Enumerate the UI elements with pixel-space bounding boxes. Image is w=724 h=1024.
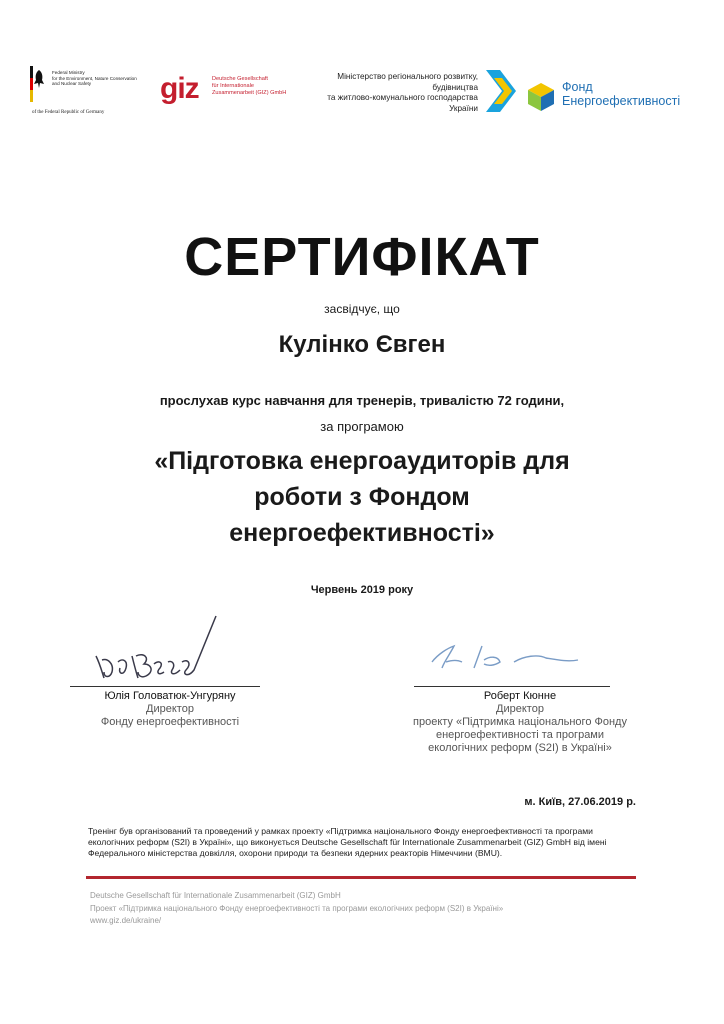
left-handwritten-signature bbox=[92, 612, 222, 691]
training-note: Тренінг був організований та проведений у рамках проекту «Підтримка національного Фонду енергоефективності та програми екологічних реформ (S2I) в Україні», що виконується Deutsche Gesellschaft für Internationale Zusammenarbeit (GIZ) GmbH від імені Федерального міністерства довкілля, охорони природи та безпеки ядерних реакторів Німеччини (BMU). bbox=[88, 826, 607, 858]
right-signatory-org: проекту «Підтримка національного Фонду енергоефективності та програми екологічних реформ (S2I) в Україні» bbox=[413, 716, 627, 754]
left-signatory-role: Директор bbox=[146, 703, 194, 715]
footer-divider bbox=[86, 876, 636, 879]
bmu-name: Federal Ministry for the Environment, Nature Conservation and Nuclear Safety bbox=[52, 70, 137, 87]
ministry-chevron-logo bbox=[484, 68, 520, 119]
left-signatory bbox=[60, 690, 280, 729]
left-signatory-name: Юлія Головатюк-Унгуряну bbox=[104, 690, 236, 702]
by-program-text: за програмою bbox=[320, 419, 404, 434]
bmu-eagle-logo bbox=[30, 66, 48, 109]
certificate-title: СЕРТИФІКАТ bbox=[184, 227, 540, 287]
certifies-text: засвідчує, що bbox=[324, 302, 400, 316]
ministry-name: Міністерство регіонального розвитку, будівництва та житлово-комунального господарства України bbox=[327, 72, 478, 113]
program-title: «Підготовка енергоаудиторів для роботи з Фондом енергоефективності» bbox=[154, 447, 570, 547]
footer-link[interactable]: www.giz.de/ukraine/ bbox=[90, 916, 162, 925]
left-signatory-org: Фонду енергоефективності bbox=[100, 716, 240, 728]
left-signature-line bbox=[70, 686, 260, 687]
course-description: прослухав курс навчання для тренерів, тривалістю 72 години, bbox=[159, 393, 565, 408]
fund-cube-logo bbox=[526, 82, 556, 117]
giz-logo: giz bbox=[160, 72, 199, 105]
right-signature-line bbox=[414, 686, 610, 687]
footer bbox=[90, 890, 650, 928]
right-signatory-name: Роберт Кюнне bbox=[483, 690, 557, 702]
right-handwritten-signature bbox=[428, 632, 588, 681]
place-and-date: м. Київ, 27.06.2019 р. bbox=[524, 796, 636, 808]
training-date: Червень 2019 року bbox=[310, 584, 414, 596]
footer-line-project: Проект «Підтримка національного Фонду енергоефективності та програми екологічних реформ (S2I) в Україні» bbox=[90, 903, 504, 913]
fund-name: Фонд Енергоефективності bbox=[562, 80, 681, 108]
right-signatory bbox=[380, 690, 660, 755]
bmu-footer: of the Federal Republic of Germany bbox=[32, 110, 105, 115]
footer-line-org: Deutsche Gesellschaft für Internationale Zusammenarbeit (GIZ) GmbH bbox=[90, 891, 341, 900]
recipient-name: Кулінко Євген bbox=[278, 331, 446, 358]
right-signatory-role: Директор bbox=[496, 703, 544, 715]
giz-name: Deutsche Gesellschaft für Internationale Zusammenarbeit (GIZ) GmbH bbox=[212, 76, 287, 96]
